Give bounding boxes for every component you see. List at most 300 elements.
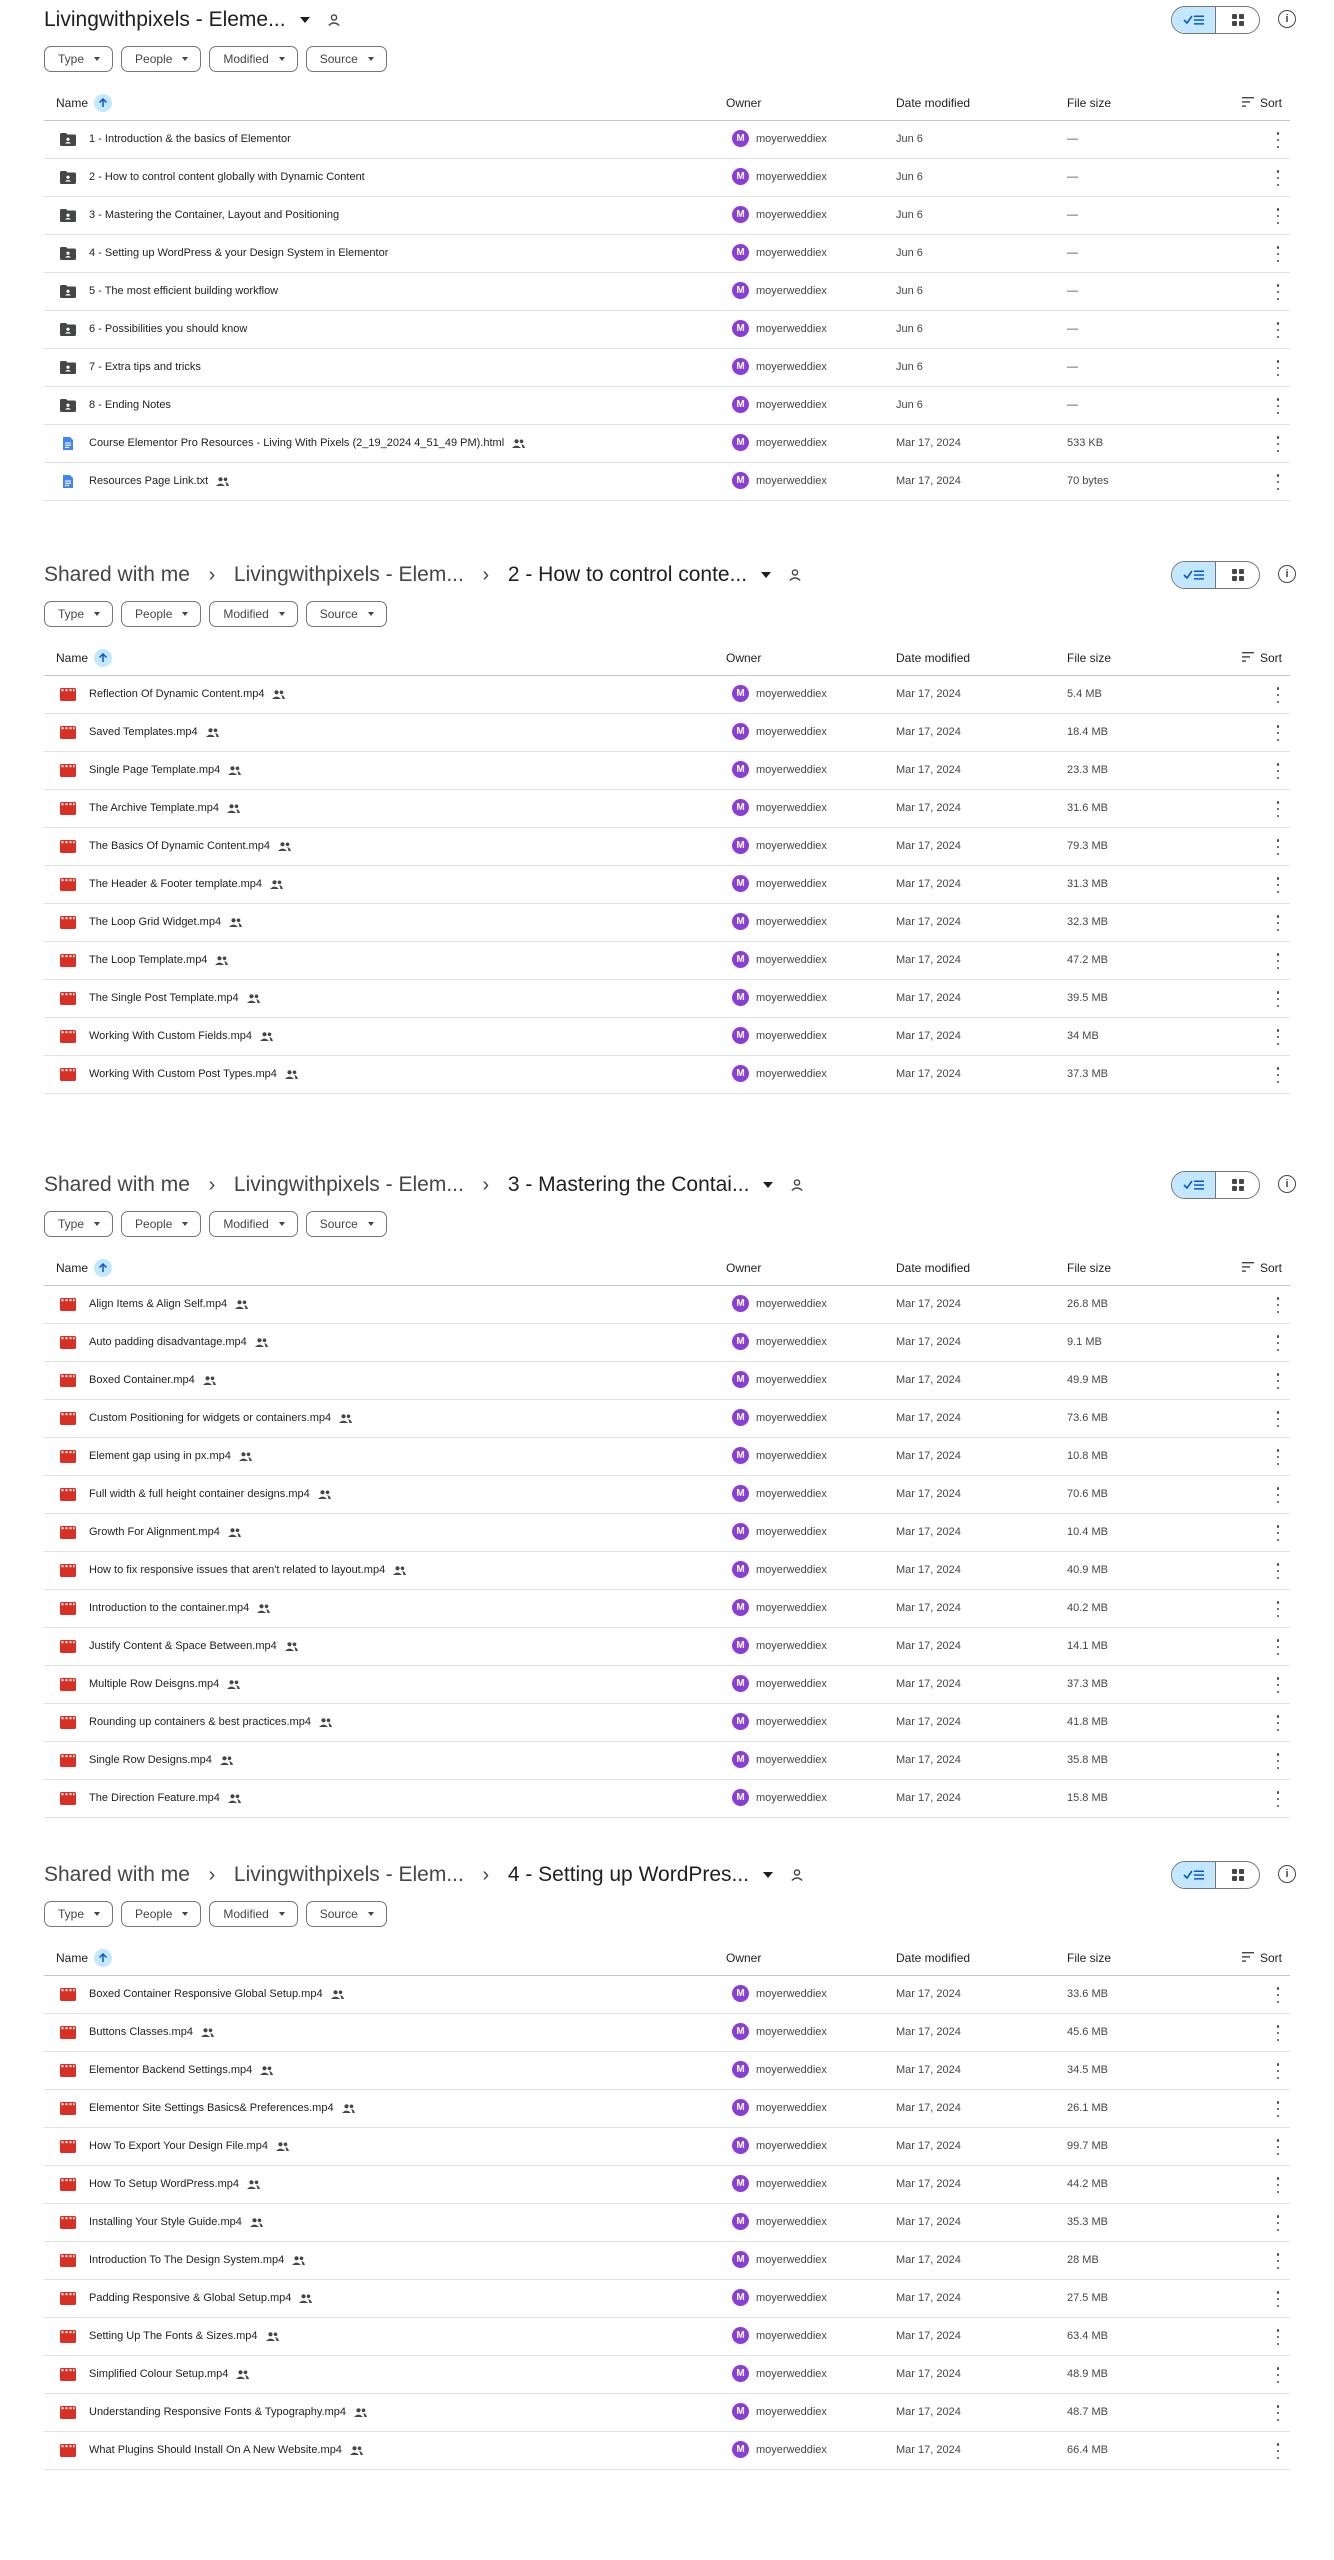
caret-down-icon[interactable]	[761, 572, 771, 578]
table-row[interactable]	[44, 1666, 1290, 1704]
file-name[interactable]	[89, 171, 365, 183]
file-name[interactable]	[89, 1640, 298, 1652]
list-view-button[interactable]	[1172, 1172, 1216, 1198]
more-actions-icon[interactable]	[1276, 2443, 1280, 2459]
sort-ascending-icon[interactable]	[94, 1259, 112, 1277]
filter-chip-type[interactable]	[44, 601, 113, 627]
filter-chip-label: People	[135, 52, 173, 66]
file-name[interactable]	[89, 247, 388, 259]
video-file-icon	[60, 1526, 76, 1539]
table-row[interactable]	[44, 752, 1290, 790]
breadcrumb-item[interactable]: Livingwithpixels - Elem...	[233, 1863, 464, 1886]
table-row[interactable]	[44, 425, 1290, 463]
more-actions-icon[interactable]	[1276, 170, 1280, 186]
table-row[interactable]	[44, 2014, 1290, 2052]
more-actions-icon[interactable]	[1276, 1067, 1280, 1083]
table-row[interactable]	[44, 1400, 1290, 1438]
table-row[interactable]	[44, 790, 1290, 828]
caret-down-icon[interactable]	[763, 1872, 773, 1878]
more-actions-icon[interactable]	[1276, 2139, 1280, 2155]
owner-name: moyerweddiex	[756, 2215, 827, 2228]
more-actions-icon[interactable]	[1276, 1715, 1280, 1731]
list-view-button[interactable]	[1172, 7, 1216, 33]
dropdown-arrow-icon	[279, 57, 285, 61]
file-name[interactable]	[89, 2254, 305, 2266]
file-size: —	[1067, 323, 1078, 335]
column-header-name[interactable]	[56, 1949, 112, 1967]
file-name-text: 7 - Extra tips and tricks	[89, 361, 201, 373]
date-modified: Mar 17, 2024	[896, 1678, 961, 1690]
table-row[interactable]	[44, 1590, 1290, 1628]
shared-people-icon	[227, 804, 240, 813]
sort-button[interactable]	[1242, 1951, 1282, 1965]
shared-people-icon	[250, 2218, 263, 2227]
table-row[interactable]	[44, 2432, 1290, 2470]
file-name[interactable]	[89, 1336, 268, 1348]
more-actions-icon[interactable]	[1276, 2177, 1280, 2193]
file-name[interactable]	[89, 399, 171, 411]
filter-chip-source[interactable]	[306, 46, 387, 72]
sort-lines-icon	[1242, 651, 1254, 665]
table-row[interactable]	[44, 1324, 1290, 1362]
column-header-file-size: File size	[1067, 96, 1112, 110]
more-actions-icon[interactable]	[1276, 2329, 1280, 2345]
table-row[interactable]	[44, 1362, 1290, 1400]
filter-chip-type[interactable]	[44, 1901, 113, 1927]
file-name[interactable]	[89, 1488, 331, 1500]
list-view-button[interactable]	[1172, 562, 1216, 588]
breadcrumb-item[interactable]: Livingwithpixels - Elem...	[233, 563, 464, 586]
owner	[732, 1065, 827, 1082]
file-name[interactable]	[89, 1068, 298, 1080]
table-row[interactable]	[44, 1976, 1290, 2014]
more-actions-icon[interactable]	[1276, 687, 1280, 703]
sort-button[interactable]	[1242, 651, 1282, 665]
file-name[interactable]	[89, 2368, 249, 2380]
owner-name: moyerweddiex	[756, 991, 827, 1004]
date-modified: Mar 17, 2024	[896, 2026, 961, 2038]
table-row[interactable]	[44, 2052, 1290, 2090]
more-actions-icon[interactable]	[1276, 2101, 1280, 2117]
table-row[interactable]	[44, 2394, 1290, 2432]
owner-name: moyerweddiex	[756, 398, 827, 411]
file-size: 33.6 MB	[1067, 1988, 1108, 2000]
file-size: 35.8 MB	[1067, 1754, 1108, 1766]
owner-name: moyerweddiex	[756, 474, 827, 487]
filter-chip-source[interactable]	[306, 601, 387, 627]
more-actions-icon[interactable]	[1276, 725, 1280, 741]
file-name[interactable]	[89, 726, 219, 738]
table-row[interactable]	[44, 2242, 1290, 2280]
table-row[interactable]	[44, 349, 1290, 387]
file-name[interactable]	[89, 323, 247, 335]
file-name-text: How To Export Your Design File.mp4	[89, 2140, 268, 2152]
file-size: 32.3 MB	[1067, 916, 1108, 928]
file-name[interactable]	[89, 992, 260, 1004]
chevron-right-icon: ›	[208, 1173, 216, 1196]
sort-button[interactable]	[1242, 96, 1282, 110]
shared-people-icon	[235, 1300, 248, 1309]
more-actions-icon[interactable]	[1276, 1449, 1280, 1465]
more-actions-icon[interactable]	[1276, 474, 1280, 490]
table-row[interactable]	[44, 235, 1290, 273]
video-file-icon	[60, 878, 76, 891]
shared-people-icon	[228, 1528, 241, 1537]
table-row[interactable]	[44, 1552, 1290, 1590]
table-row[interactable]	[44, 904, 1290, 942]
file-name[interactable]	[89, 2292, 312, 2304]
table-row[interactable]	[44, 2204, 1290, 2242]
owner	[732, 2441, 827, 2458]
owner-name: moyerweddiex	[756, 1639, 827, 1652]
more-actions-icon[interactable]	[1276, 322, 1280, 338]
file-name[interactable]	[89, 1030, 273, 1042]
file-name[interactable]	[89, 916, 242, 928]
more-actions-icon[interactable]	[1276, 2215, 1280, 2231]
avatar: M	[732, 1333, 749, 1350]
avatar: M	[732, 2403, 749, 2420]
owner-name: moyerweddiex	[756, 2063, 827, 2076]
file-name[interactable]	[89, 1526, 241, 1538]
chevron-right-icon: ›	[482, 1863, 490, 1886]
more-actions-icon[interactable]	[1276, 1563, 1280, 1579]
more-actions-icon[interactable]	[1276, 246, 1280, 262]
file-name[interactable]	[89, 2178, 260, 2190]
file-name-text: Resources Page Link.txt	[89, 475, 209, 487]
grid-icon	[1232, 569, 1244, 581]
file-name[interactable]	[89, 1602, 270, 1614]
more-actions-icon[interactable]	[1276, 2025, 1280, 2041]
file-name[interactable]	[89, 1792, 241, 1804]
avatar: M	[732, 837, 749, 854]
shared-folder-icon	[60, 285, 76, 298]
file-name[interactable]	[89, 1374, 216, 1386]
breadcrumb-current-folder[interactable]: Livingwithpixels - Eleme...	[44, 8, 286, 31]
file-name[interactable]	[89, 764, 241, 776]
file-name-text: Introduction to the container.mp4	[89, 1602, 250, 1614]
table-row[interactable]	[44, 714, 1290, 752]
file-size: 48.7 MB	[1067, 2406, 1108, 2418]
table-row[interactable]	[44, 1628, 1290, 1666]
table-row[interactable]	[44, 2128, 1290, 2166]
filter-chip-modified[interactable]	[209, 46, 297, 72]
filter-chip-people[interactable]	[121, 601, 201, 627]
owner	[732, 913, 827, 930]
table-row[interactable]	[44, 2166, 1290, 2204]
dropdown-arrow-icon	[368, 57, 374, 61]
more-actions-icon[interactable]	[1276, 1987, 1280, 2003]
table-row[interactable]	[44, 676, 1290, 714]
owner	[732, 951, 827, 968]
column-header-name[interactable]	[56, 94, 112, 112]
table-row[interactable]	[44, 1286, 1290, 1324]
file-name[interactable]	[89, 1754, 233, 1766]
owner	[732, 2099, 827, 2116]
file-name[interactable]	[89, 802, 240, 814]
file-size: 37.3 MB	[1067, 1678, 1108, 1690]
column-header-name[interactable]	[56, 649, 112, 667]
file-name[interactable]	[89, 878, 283, 890]
file-name[interactable]	[89, 2330, 279, 2342]
owner-name: moyerweddiex	[756, 246, 827, 259]
grid-view-button[interactable]	[1216, 562, 1259, 588]
filter-chip-type[interactable]	[44, 46, 113, 72]
info-icon[interactable]: i	[1278, 1865, 1296, 1883]
file-name[interactable]	[89, 2026, 214, 2038]
sort-button[interactable]	[1242, 1261, 1282, 1275]
table-row[interactable]	[44, 311, 1290, 349]
more-actions-icon[interactable]	[1276, 208, 1280, 224]
grid-icon	[1232, 1869, 1244, 1881]
more-actions-icon[interactable]	[1276, 953, 1280, 969]
caret-down-icon[interactable]	[300, 17, 310, 23]
breadcrumb-item[interactable]: Shared with me	[44, 1173, 190, 1196]
breadcrumb-current-folder[interactable]: 2 - How to control conte...	[507, 563, 748, 586]
table-row[interactable]	[44, 1438, 1290, 1476]
owner-name: moyerweddiex	[756, 1067, 827, 1080]
more-actions-icon[interactable]	[1276, 1753, 1280, 1769]
filter-chips	[44, 601, 387, 627]
owner	[732, 434, 827, 451]
breadcrumb-item[interactable]: Shared with me	[44, 1863, 190, 1886]
file-name[interactable]	[89, 688, 285, 700]
file-name[interactable]	[89, 361, 201, 373]
more-actions-icon[interactable]	[1276, 1525, 1280, 1541]
file-name[interactable]	[89, 1988, 344, 2000]
file-size: 31.6 MB	[1067, 802, 1108, 814]
table-row[interactable]	[44, 1742, 1290, 1780]
table-row[interactable]	[44, 1514, 1290, 1552]
owner	[732, 320, 827, 337]
file-name[interactable]	[89, 2140, 289, 2152]
sort-lines-icon	[1242, 1951, 1254, 1965]
sort-ascending-icon[interactable]	[94, 649, 112, 667]
more-actions-icon[interactable]	[1276, 1029, 1280, 1045]
sort-ascending-icon[interactable]	[94, 1949, 112, 1967]
dropdown-arrow-icon	[94, 57, 100, 61]
grid-view-button[interactable]	[1216, 1862, 1259, 1888]
breadcrumb-current-folder[interactable]: 4 - Setting up WordPres...	[507, 1863, 750, 1886]
avatar: M	[732, 989, 749, 1006]
dropdown-arrow-icon	[94, 1222, 100, 1226]
more-actions-icon[interactable]	[1276, 763, 1280, 779]
more-actions-icon[interactable]	[1276, 839, 1280, 855]
file-name[interactable]	[89, 2216, 263, 2228]
shared-people-icon	[318, 1490, 331, 1499]
file-name[interactable]	[89, 285, 278, 297]
video-file-icon	[60, 726, 76, 739]
owner	[732, 1523, 827, 1540]
avatar: M	[732, 799, 749, 816]
table-row[interactable]	[44, 1056, 1290, 1094]
file-name[interactable]	[89, 2102, 355, 2114]
breadcrumb	[44, 0, 1294, 40]
more-actions-icon[interactable]	[1276, 1373, 1280, 1389]
date-modified: Mar 17, 2024	[896, 1450, 961, 1462]
filter-chip-people[interactable]	[121, 1211, 201, 1237]
owner	[732, 472, 827, 489]
more-actions-icon[interactable]	[1276, 1335, 1280, 1351]
owner	[732, 1985, 827, 2002]
dropdown-arrow-icon	[279, 1222, 285, 1226]
file-size: 70 bytes	[1067, 475, 1109, 487]
file-name[interactable]	[89, 1412, 352, 1424]
breadcrumb-item[interactable]: Livingwithpixels - Elem...	[233, 1173, 464, 1196]
grid-view-button[interactable]	[1216, 1172, 1259, 1198]
caret-down-icon[interactable]	[763, 1182, 773, 1188]
info-icon[interactable]: i	[1278, 10, 1296, 28]
file-name[interactable]	[89, 2406, 367, 2418]
table-row[interactable]	[44, 980, 1290, 1018]
more-actions-icon[interactable]	[1276, 360, 1280, 376]
table-row[interactable]	[44, 2090, 1290, 2128]
video-file-icon	[60, 1716, 76, 1729]
more-actions-icon[interactable]	[1276, 284, 1280, 300]
file-name-text: Align Items & Align Self.mp4	[89, 1298, 228, 1310]
owner-name: moyerweddiex	[756, 436, 827, 449]
filter-chip-people[interactable]	[121, 46, 201, 72]
file-name[interactable]	[89, 437, 525, 449]
more-actions-icon[interactable]	[1276, 2405, 1280, 2421]
table-row[interactable]	[44, 197, 1290, 235]
document-file-icon	[60, 475, 76, 488]
filter-chip-label: Source	[319, 1217, 358, 1231]
more-actions-icon[interactable]	[1276, 1297, 1280, 1313]
sort-ascending-icon[interactable]	[94, 94, 112, 112]
file-name-text: 4 - Setting up WordPress & your Design System in Elementor	[89, 247, 389, 259]
owner-name: moyerweddiex	[756, 208, 827, 221]
table-row[interactable]	[44, 2280, 1290, 2318]
file-name[interactable]	[89, 1716, 332, 1728]
file-size: 10.4 MB	[1067, 1526, 1108, 1538]
file-name[interactable]	[89, 1564, 406, 1576]
date-modified: Mar 17, 2024	[896, 475, 961, 487]
avatar: M	[732, 1751, 749, 1768]
file-name[interactable]	[89, 2064, 273, 2076]
more-actions-icon[interactable]	[1276, 2291, 1280, 2307]
more-actions-icon[interactable]	[1276, 1639, 1280, 1655]
video-file-icon	[60, 1988, 76, 2001]
more-actions-icon[interactable]	[1276, 1791, 1280, 1807]
list-view-button[interactable]	[1172, 1862, 1216, 1888]
table-row[interactable]	[44, 828, 1290, 866]
file-name[interactable]	[89, 133, 291, 145]
file-name-text: Padding Responsive & Global Setup.mp4	[89, 2292, 292, 2304]
info-icon[interactable]: i	[1278, 1175, 1296, 1193]
file-name[interactable]	[89, 2444, 363, 2456]
more-actions-icon[interactable]	[1276, 398, 1280, 414]
video-file-icon	[60, 1640, 76, 1653]
file-name[interactable]	[89, 840, 291, 852]
more-actions-icon[interactable]	[1276, 436, 1280, 452]
table-row[interactable]	[44, 121, 1290, 159]
more-actions-icon[interactable]	[1276, 2063, 1280, 2079]
avatar: M	[732, 244, 749, 261]
breadcrumb-item[interactable]: Shared with me	[44, 563, 190, 586]
avatar: M	[732, 1713, 749, 1730]
owner	[732, 2327, 827, 2344]
info-icon[interactable]: i	[1278, 565, 1296, 583]
table-row[interactable]	[44, 1704, 1290, 1742]
video-file-icon	[60, 2368, 76, 2381]
filter-chip-modified[interactable]	[209, 1211, 297, 1237]
file-size: 79.3 MB	[1067, 840, 1108, 852]
filter-chip-source[interactable]	[306, 1211, 387, 1237]
file-name-text: The Loop Grid Widget.mp4	[89, 916, 222, 928]
more-actions-icon[interactable]	[1276, 801, 1280, 817]
table-row[interactable]	[44, 866, 1290, 904]
video-file-icon	[60, 1602, 76, 1615]
file-name[interactable]	[89, 954, 228, 966]
file-name[interactable]	[89, 1450, 252, 1462]
grid-view-button[interactable]	[1216, 7, 1259, 33]
more-actions-icon[interactable]	[1276, 2367, 1280, 2383]
owner	[732, 2175, 827, 2192]
more-actions-icon[interactable]	[1276, 1601, 1280, 1617]
filter-chip-modified[interactable]	[209, 601, 297, 627]
filter-chip-label: Modified	[223, 1217, 269, 1231]
table-row[interactable]	[44, 463, 1290, 501]
more-actions-icon[interactable]	[1276, 1411, 1280, 1427]
owner	[732, 2251, 827, 2268]
video-file-icon	[60, 1336, 76, 1349]
table-row[interactable]	[44, 2356, 1290, 2394]
column-header-name[interactable]	[56, 1259, 112, 1277]
table-row[interactable]	[44, 942, 1290, 980]
table-row[interactable]	[44, 1476, 1290, 1514]
owner	[732, 2137, 827, 2154]
owner	[732, 282, 827, 299]
table-row[interactable]	[44, 1780, 1290, 1818]
filter-chip-label: Modified	[223, 1907, 269, 1921]
table-row[interactable]	[44, 2318, 1290, 2356]
more-actions-icon[interactable]	[1276, 915, 1280, 931]
owner-name: moyerweddiex	[756, 1715, 827, 1728]
more-actions-icon[interactable]	[1276, 132, 1280, 148]
table-row[interactable]	[44, 1018, 1290, 1056]
filter-chip-people[interactable]	[121, 1901, 201, 1927]
file-size: 26.8 MB	[1067, 1298, 1108, 1310]
file-name[interactable]	[89, 1678, 240, 1690]
table-row[interactable]	[44, 273, 1290, 311]
date-modified: Mar 17, 2024	[896, 2064, 961, 2076]
video-file-icon	[60, 1564, 76, 1577]
filter-chip-source[interactable]	[306, 1901, 387, 1927]
column-header-date-modified: Date modified	[896, 96, 971, 110]
table-row[interactable]	[44, 387, 1290, 425]
file-name[interactable]	[89, 475, 229, 487]
video-file-icon	[60, 840, 76, 853]
video-file-icon	[60, 1678, 76, 1691]
more-actions-icon[interactable]	[1276, 991, 1280, 1007]
more-actions-icon[interactable]	[1276, 1677, 1280, 1693]
filter-chip-type[interactable]	[44, 1211, 113, 1237]
file-name[interactable]	[89, 1298, 248, 1310]
filter-chip-modified[interactable]	[209, 1901, 297, 1927]
more-actions-icon[interactable]	[1276, 1487, 1280, 1503]
more-actions-icon[interactable]	[1276, 877, 1280, 893]
avatar: M	[732, 2251, 749, 2268]
breadcrumb-current-folder[interactable]: 3 - Mastering the Contai...	[507, 1173, 750, 1196]
table-row[interactable]	[44, 159, 1290, 197]
file-name[interactable]	[89, 209, 339, 221]
owner	[732, 2289, 827, 2306]
file-size: —	[1067, 133, 1078, 145]
owner-name: moyerweddiex	[756, 2291, 827, 2304]
more-actions-icon[interactable]	[1276, 2253, 1280, 2269]
filter-chip-label: Source	[319, 52, 358, 66]
video-file-icon	[60, 2216, 76, 2229]
